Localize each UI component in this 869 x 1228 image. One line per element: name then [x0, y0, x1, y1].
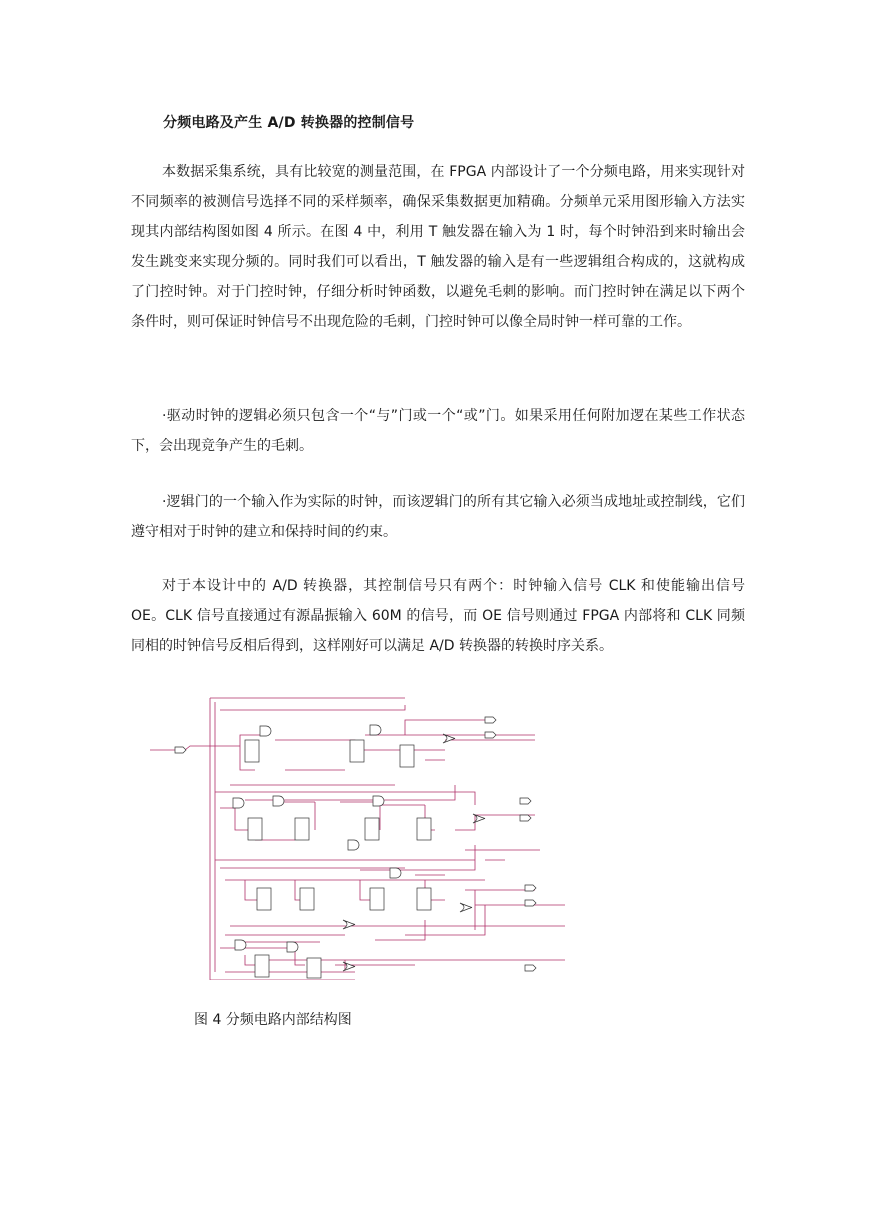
t-flipflop [417, 888, 431, 910]
t-flipflop [365, 818, 379, 840]
t-flipflop [257, 888, 271, 910]
output-pin [485, 717, 496, 723]
t-flipflop [370, 888, 384, 910]
t-flipflop [400, 745, 414, 767]
t-flipflop [245, 740, 259, 762]
schematic-components [175, 717, 536, 978]
or-gate [343, 920, 355, 929]
input-pin [175, 747, 186, 753]
paragraph-adc-control: 对于本设计中的 A/D 转换器，其控制信号只有两个：时钟输入信号 CLK 和使能输出信号 OE。CLK 信号直接通过有源晶振输入 60M 的信号，而 OE 信号则通过 FPGA 内部将和 CLK 同频同相的时钟信号反相后得到，这样刚好可以满足 A/D 转换器的转换时序关系。 [131, 578, 745, 654]
and-gate [390, 868, 401, 878]
t-flipflop [300, 888, 314, 910]
output-pin [525, 885, 536, 891]
and-gate [373, 796, 384, 806]
output-pin [525, 900, 536, 906]
section-heading: 分频电路及产生 A/D 转换器的控制信号 [163, 115, 415, 131]
and-gate [273, 796, 284, 806]
paragraph-condition-1: ·驱动时钟的逻辑必须只包含一个“与”门或一个“或”门。如果采用任何附加逻在某些工作状态下，会出现竞争产生的毛刺。 [131, 408, 745, 454]
t-flipflop [417, 818, 431, 840]
t-flipflop [248, 818, 262, 840]
and-gate [370, 725, 381, 735]
or-gate [460, 903, 472, 912]
paragraph-condition-2: ·逻辑门的一个输入作为实际的时钟，而该逻辑门的所有其它输入必须当成地址或控制线，它们遵守相对于时钟的建立和保持时间的约束。 [131, 494, 745, 540]
frequency-divider-schematic [145, 690, 570, 980]
paragraph-intro: 本数据采集系统，具有比较宽的测量范围，在 FPGA 内部设计了一个分频电路，用来实现针对不同频率的被测信号选择不同的采样频率，确保采集数据更加精确。分频单元采用图形输入方法实现其内部结构图如图 4 所示。在图 4 中，利用 T 触发器在输入为 1 时，每个时钟沿到来时输出会发生跳变来实现分频的。同时我们可以看出，T 触发器的输入是有一些逻辑组合构成的，这就构成了门控时钟。对于门控时钟，仔细分析时钟函数，以避免毛刺的影响。而门控时钟在满足以下两个条件时，则可保证时钟信号不出现危险的毛刺，门控时钟可以像全局时钟一样可靠的工作。 [131, 164, 745, 330]
and-gate [260, 726, 271, 736]
output-pin [485, 732, 496, 738]
and-gate [287, 942, 298, 952]
t-flipflop [295, 818, 309, 840]
t-flipflop [255, 955, 269, 977]
and-gate [233, 798, 244, 808]
figure-caption: 图 4 分频电路内部结构图 [194, 1012, 352, 1028]
t-flipflop [307, 958, 321, 978]
output-pin [520, 798, 531, 804]
and-gate [235, 940, 246, 950]
t-flipflop [350, 740, 364, 762]
and-gate [348, 840, 359, 850]
output-pin [520, 815, 531, 821]
output-pin [525, 965, 536, 971]
